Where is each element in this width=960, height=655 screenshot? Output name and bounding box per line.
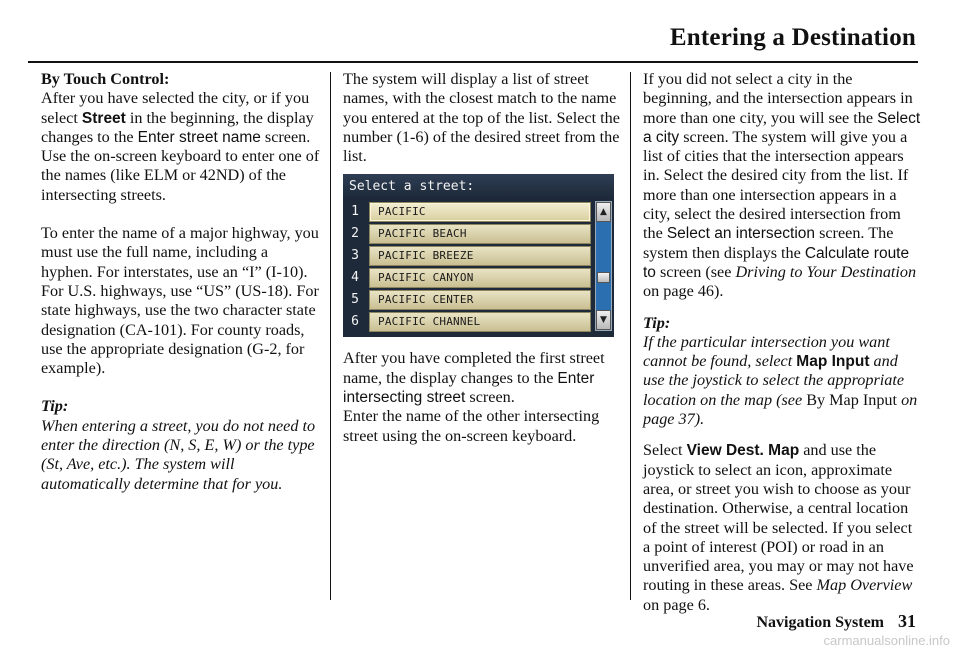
col3-paragraph-2: Select View Dest. Map and use the joystick to select an icon, approximate area, or street you wish to choose as your destination. Otherwise, a central location of the street will be selected. If you select a point of interest (POI) or road in an unverified area, you may or may not have routing in these areas. See Map Overview on page 6. — [643, 441, 914, 614]
section-heading: By Touch Control: — [41, 70, 170, 88]
footer-section: Navigation System — [756, 614, 884, 631]
street-option[interactable]: PACIFIC CHANNEL — [369, 312, 591, 332]
col3-paragraph-1: If you did not select a city in the beginning, and the intersection appears in more than one city, you will see the Select a city screen. The system will give you a list of cities that the intersection appears in. Select the desired city from the list. If more than one intersection appears in a city, select the desired intersection from the Select an intersection screen. The system then displays the Calculate route to screen (see Driving to Your Destination on page 46). — [643, 70, 921, 301]
tip-text: When entering a street, you do not need to enter the direction (N, S, E, W) or the type (St, Ave, etc.). The system will automatically determine that for you. — [41, 416, 316, 493]
enter-intersecting-street-ref: Enter intersecting street — [343, 369, 595, 407]
street-option[interactable]: PACIFIC CENTER — [369, 290, 591, 310]
col1-paragraph-1: After you have selected the city, or if you select Street in the beginning, the display changes to the Enter street name screen. Use the on-screen keyboard to enter one of the names (like ELM or 42ND) of the intersecting streets. — [41, 89, 320, 204]
street-list-item[interactable] — [343, 201, 593, 223]
column-3 — [643, 70, 921, 634]
down-arrow-icon[interactable]: ▼ — [596, 310, 611, 330]
tip-text: If the particular intersection you want cannot be found, select Map Input and use the joystick to select the appropriate location on the map (see By Map Input on page 37). — [643, 332, 918, 429]
select-street-screen — [343, 174, 614, 337]
scroll-thumb[interactable] — [597, 272, 610, 283]
tip-label: Tip: — [643, 313, 671, 332]
item-number: 6 — [351, 314, 359, 330]
col2-paragraph-1: The system will display a list of street names, with the closest match to the name you entered at the top of the list. Select the number (1-6) of the desired street from the list. — [343, 70, 620, 166]
map-input-ref: Map Input — [796, 353, 870, 371]
map-overview-reference: Map Overview — [816, 576, 913, 595]
item-number: 4 — [351, 270, 359, 286]
tip-label: Tip: — [41, 397, 69, 416]
screen-header: Select a street: — [343, 174, 614, 200]
item-number: 2 — [351, 226, 359, 242]
page-title: Entering a Destination — [669, 24, 916, 51]
item-number: 3 — [351, 248, 359, 264]
col1-paragraph-2: To enter the name of a major highway, you must use the full name, including a hyphen. For interstates, use an “I” (I-10). For U.S. highways, use “US” (US-18). For state highways, use the two character state designation (CA-101). For county roads, use the appropriate designation (G-2, for example). — [41, 224, 319, 378]
col2-paragraph-2: After you have completed the first street name, the display changes to the Enter intersecting street screen. — [343, 349, 605, 407]
street-button-ref: Street — [81, 109, 126, 127]
street-option[interactable]: PACIFIC BEACH — [369, 224, 591, 244]
column-divider-right — [630, 72, 631, 600]
street-list-item[interactable] — [343, 311, 593, 333]
street-list-item[interactable] — [343, 223, 593, 245]
header-rule — [28, 61, 918, 63]
item-number: 1 — [351, 204, 359, 220]
col2-paragraph-3: Enter the name of the other intersecting street using the on-screen keyboard. — [343, 407, 600, 445]
page-number: 31 — [898, 611, 916, 631]
driving-reference: Driving to Your Destination — [735, 262, 917, 281]
select-a-city-ref: Select a city — [643, 109, 921, 146]
street-list-item[interactable] — [343, 245, 593, 267]
street-option[interactable]: PACIFIC BREEZE — [369, 246, 591, 266]
street-list-item[interactable] — [343, 267, 593, 289]
street-option[interactable]: PACIFIC CANYON — [369, 268, 591, 288]
column-1 — [41, 70, 323, 513]
street-list-item[interactable] — [343, 289, 593, 311]
calculate-route-ref: Calculate route to — [643, 244, 910, 281]
up-arrow-icon[interactable]: ▲ — [596, 202, 611, 222]
page-footer — [756, 611, 916, 632]
item-number: 5 — [351, 292, 359, 308]
column-divider-left — [330, 72, 331, 600]
select-an-intersection-ref: Select an intersection — [666, 225, 816, 243]
watermark: carmanualsonline.info — [823, 633, 950, 648]
street-option[interactable]: PACIFIC — [369, 202, 591, 222]
column-2 — [343, 70, 623, 465]
by-map-input-reference: By Map Input — [806, 390, 898, 409]
view-dest-map-ref: View Dest. Map — [686, 442, 800, 460]
list-scrollbar[interactable] — [595, 201, 612, 331]
enter-street-name-ref: Enter street name — [137, 128, 261, 146]
